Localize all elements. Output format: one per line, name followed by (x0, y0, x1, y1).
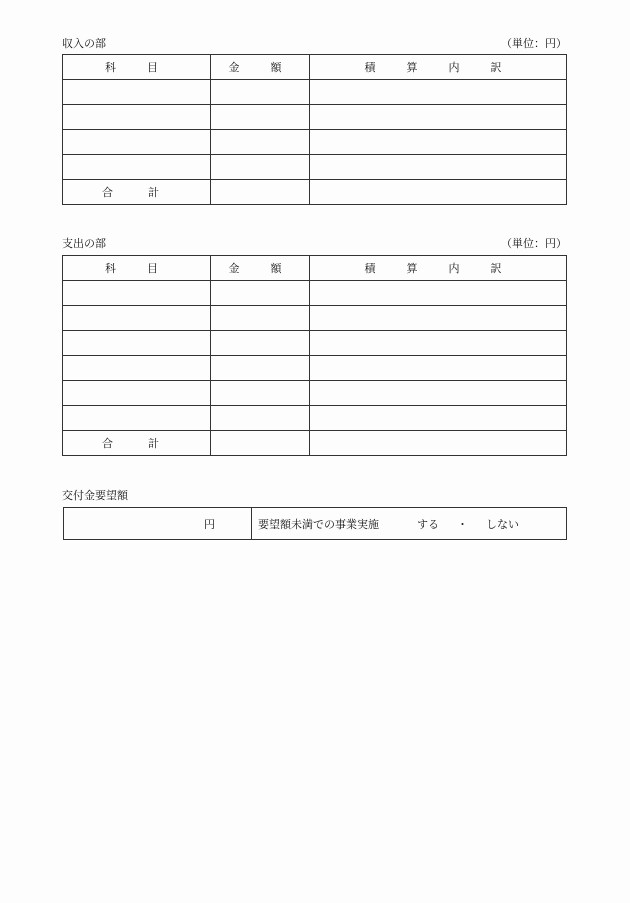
table-row (63, 356, 567, 381)
option-separator: ・ (457, 517, 468, 531)
request-caption-row (62, 489, 567, 503)
income-amount-cell[interactable] (211, 155, 310, 180)
shortfall-label: 要望額未満での事業実施 (258, 517, 379, 531)
expense-item-cell[interactable] (63, 331, 211, 356)
table-row (63, 130, 567, 155)
income-item-cell[interactable] (63, 105, 211, 130)
income-amount-cell[interactable] (211, 105, 310, 130)
income-total-label: 合 計 (63, 180, 211, 205)
expense-header-breakdown: 積 算 内 訳 (310, 256, 567, 281)
expense-unit-label: （単位：円） (501, 237, 567, 250)
table-row (63, 331, 567, 356)
income-header-breakdown: 積 算 内 訳 (310, 55, 567, 80)
expense-amount-cell[interactable] (211, 281, 310, 306)
income-caption-row (62, 37, 567, 51)
expense-section-title: 支出の部 (62, 237, 106, 250)
expense-amount-cell[interactable] (211, 406, 310, 431)
option-yes[interactable]: する (417, 517, 439, 531)
expense-breakdown-cell[interactable] (310, 331, 567, 356)
table-row (63, 281, 567, 306)
expense-breakdown-cell[interactable] (310, 306, 567, 331)
expense-breakdown-cell[interactable] (310, 281, 567, 306)
income-breakdown-cell[interactable] (310, 80, 567, 105)
request-amount-field[interactable] (64, 508, 252, 539)
income-total-row (63, 180, 567, 205)
income-breakdown-cell[interactable] (310, 155, 567, 180)
expense-item-cell[interactable] (63, 356, 211, 381)
table-row (63, 80, 567, 105)
expense-total-breakdown-cell[interactable] (310, 431, 567, 456)
expense-breakdown-cell[interactable] (310, 356, 567, 381)
expense-total-amount-cell[interactable] (211, 431, 310, 456)
yen-label: 円 (204, 517, 215, 531)
table-row (63, 306, 567, 331)
request-section-title: 交付金要望額 (62, 489, 128, 502)
table-row (63, 381, 567, 406)
income-header-item: 科 目 (63, 55, 211, 80)
income-breakdown-cell[interactable] (310, 105, 567, 130)
income-header-row (63, 55, 567, 80)
income-amount-cell[interactable] (211, 80, 310, 105)
income-item-cell[interactable] (63, 80, 211, 105)
income-total-breakdown-cell[interactable] (310, 180, 567, 205)
table-row (63, 105, 567, 130)
expense-header-row (63, 256, 567, 281)
income-item-cell[interactable] (63, 155, 211, 180)
expense-item-cell[interactable] (63, 281, 211, 306)
request-option-area (252, 508, 566, 539)
income-header-amount: 金 額 (211, 55, 310, 80)
income-section-title: 収入の部 (62, 37, 106, 50)
request-box (63, 507, 567, 540)
income-total-amount-cell[interactable] (211, 180, 310, 205)
expense-amount-cell[interactable] (211, 356, 310, 381)
table-row (63, 155, 567, 180)
expense-item-cell[interactable] (63, 381, 211, 406)
income-item-cell[interactable] (63, 130, 211, 155)
expense-amount-cell[interactable] (211, 331, 310, 356)
expense-total-label: 合 計 (63, 431, 211, 456)
table-row (63, 406, 567, 431)
expense-caption-row (62, 237, 567, 251)
income-unit-label: （単位：円） (501, 37, 567, 50)
expense-header-amount: 金 額 (211, 256, 310, 281)
expense-table (62, 255, 567, 456)
income-table (62, 54, 567, 205)
income-breakdown-cell[interactable] (310, 130, 567, 155)
expense-breakdown-cell[interactable] (310, 381, 567, 406)
expense-item-cell[interactable] (63, 306, 211, 331)
option-no[interactable]: しない (486, 517, 519, 531)
expense-breakdown-cell[interactable] (310, 406, 567, 431)
expense-header-item: 科 目 (63, 256, 211, 281)
expense-total-row (63, 431, 567, 456)
expense-amount-cell[interactable] (211, 381, 310, 406)
expense-item-cell[interactable] (63, 406, 211, 431)
expense-amount-cell[interactable] (211, 306, 310, 331)
income-amount-cell[interactable] (211, 130, 310, 155)
